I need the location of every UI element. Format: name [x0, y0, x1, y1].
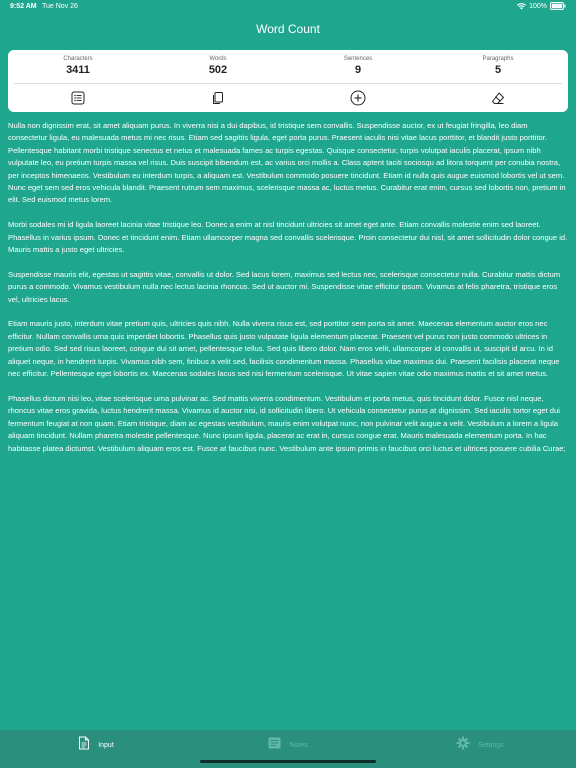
list-icon: [71, 91, 85, 105]
stat-value: 3411: [66, 64, 90, 76]
actions-row: [8, 87, 568, 109]
stat-value: 502: [208, 64, 228, 76]
stat-words: [148, 50, 288, 82]
list-button[interactable]: [8, 87, 148, 109]
copy-button[interactable]: [148, 87, 288, 109]
add-circle-icon: [350, 90, 366, 106]
battery-icon: [550, 2, 566, 10]
paragraph: Morbi sodales mi id ligula laoreet lacinia vitae tristique leo. Donec a enim at nisl tincidunt ultricies sit amet eget ante. Etiam convallis molestie enim sed laoreet. Phasellus in varius ipsum. Donec et tincidunt enim. Etiam ullamcorper magna sed convallis scelerisque. Proin consectetur dui nisl, sit amet sollicitudin dolor congue id. Mauris mattis a justo eget ultricies.: [8, 220, 568, 255]
stat-label: Sentences: [343, 56, 373, 62]
status-indicators: [517, 2, 566, 10]
document-icon: [78, 736, 90, 755]
status-time: 9:52 AM: [10, 3, 37, 10]
gear-icon: [456, 736, 470, 755]
card-divider: [14, 83, 562, 84]
status-date: Tue Nov 26: [42, 3, 78, 10]
stats-row: [8, 50, 568, 82]
stat-value: 5: [494, 64, 502, 76]
stat-sentences: [288, 50, 428, 82]
paragraph: Phasellus dictum nisi leo, vitae scelerisque urna pulvinar ac. Sed mattis viverra condimentum. Vestibulum et porta metus, quis tincidunt dolor. Fusce nisl neque, rhoncus vitae eros gravida, luctus hendrerit massa. Vivamus id auctor nisi, id sollicitudin libero. Ut vehicula consectetur purus at dignissim. Sed iaculis tortor eget dui fermentum feugiat at non quam. Etiam tristique, diam ac egestas vestibulum, mauris enim volutpat nunc, non pulvinar velit augue a velit. Vestibulum a lorem a ligula aliquam tincidunt. Nullam pharetra molestie pellentesque. Nunc ipsum ligula, placerat ac erat in, cursus congue erat. Mauris malesuada elementum porta. In hac habitasse platea dictumst. Vestibulum aliquam eros est. Fusce at faucibus nunc. Vestibulum ante ipsum primis in faucibus orci luctus et ultrices posuere cubilia Curae;: [8, 393, 566, 453]
stats-card: [8, 50, 568, 112]
page-title: Word Count: [256, 22, 320, 36]
paragraph: Nulla non dignissim erat, sit amet aliquam purus. In viverra nisi a dui dapibus, id tristique sem convallis. Suspendisse auctor, ex ut feugiat fringilla, leo diam consectetur ligula, eu malesuada metus mi nec risus. Etiam sed sagittis ligula, eget porta purus. Praesent iaculis nisi vitae lacus porttitor, et blandit justo porttitor. Pellentesque habitant morbi tristique senectus et netus et malesuada fames ac turpis egestas. Quisque consectetur, turpis volutpat iaculis placerat, ipsum nibh vulputate leo, eu pretium turpis massa vel risus. Duis suscipit bibendum est, ac varius orci mollis a. Class aptent taciti sociosqu ad litora torquent per conubia nostra, per inceptos himenaeos. Vestibulum eu interdum turpis, a aliquam est. Vestibulum commodo posuere tincidunt. Etiam id nulla quis augue euismod lobortis vel ut sem. Nunc eget sem sed eros vehicula blandit. Praesent rutrum sem maximus, scelerisque massa ac, luctus metus. Curabitur erat enim, cursus sed lobortis non, pretium in elit. Sed euismod metus lorem.: [8, 121, 566, 205]
wifi-icon: [517, 3, 526, 10]
stat-paragraphs: [428, 50, 568, 82]
clear-button[interactable]: [428, 87, 568, 109]
status-bar: [0, 0, 576, 14]
eraser-icon: [491, 91, 505, 105]
add-button[interactable]: [288, 87, 428, 109]
stat-characters: [8, 50, 148, 82]
tab-input[interactable]: [0, 730, 192, 768]
home-indicator[interactable]: [200, 760, 376, 763]
text-input-area[interactable]: [8, 120, 568, 467]
copy-icon: [211, 91, 225, 105]
paragraph: Etiam mauris justo, interdum vitae pretium quis, ultricies quis nibh. Nulla viverra risus est, sed porttitor sem porta sit amet. Maecenas elementum auctor eros nec efficitur. Nullam convallis urna quis imperdiet lobortis. Phasellus quis justo vulputate ligula elementum placerat. Praesent vel purus non justo commodo ultrices in pretium odio. Sed sed risus laoreet, congue dui sit amet, pellentesque tellus. Sed quis libero dolor. Nam eros velit, ullamcorper id convallis ut, suscipit id arcu. In id aliquet neque, in hendrerit turpis. Vivamus nibh sem, finibus a velit sed, facilisis condimentum massa. Phasellus vitae maximus dui. Praesent facilisis placerat neque nec efficitur. Pellentesque eget lobortis ex. Maecenas sodales lacus sed nisi fermentum scelerisque. Ut vitae sapien vitae odio maximus mattis et sit amet metus.: [8, 319, 560, 379]
stat-label: Words: [209, 56, 227, 62]
stat-value: 9: [354, 64, 362, 76]
tab-label: Input: [98, 741, 114, 749]
paragraph: Suspendisse mauris elit, egestas ut sagittis vitae, convallis ut dolor. Sed lacus lorem, maximus sed lectus nec, scelerisque consectetur nulla. Curabitur mattis dictum purus a commodo. Vivamus vestibulum nulla nec lectus lacinia rhoncus. Sed ut auctor mi. Suspendisse vitae efficitur ipsum. Vivamus at felis pharetra, tristique eros vel, ultricies lacus.: [8, 269, 561, 304]
stat-label: Paragraphs: [482, 56, 514, 62]
tab-settings[interactable]: [384, 730, 576, 768]
tab-label: Notes: [289, 741, 308, 749]
tab-label: Settings: [478, 741, 504, 749]
battery-percent: 100%: [529, 2, 547, 10]
stat-label: Characters: [63, 56, 93, 62]
notes-icon: [268, 736, 281, 754]
